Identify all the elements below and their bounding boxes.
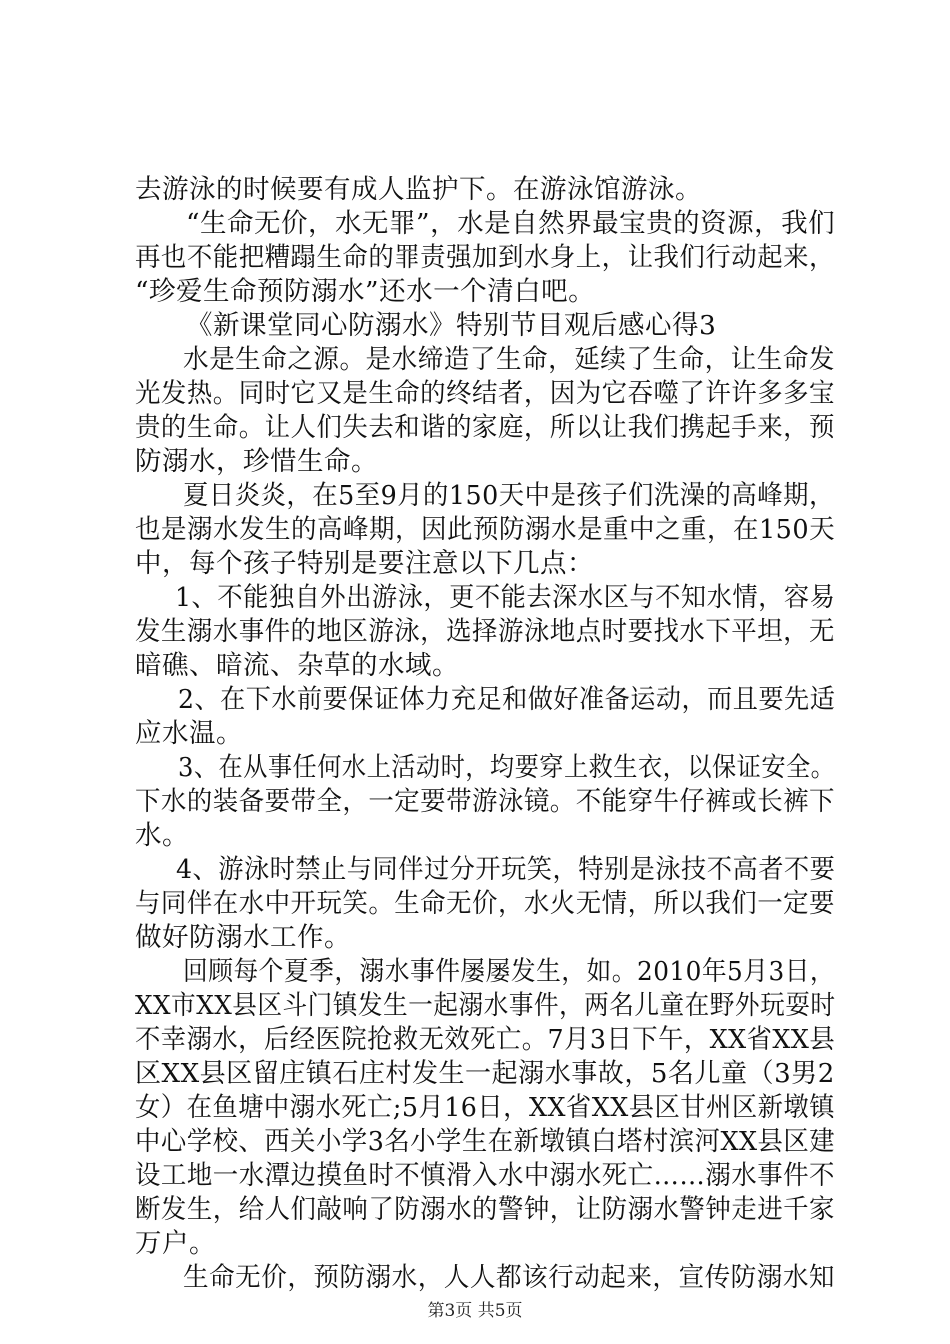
- list-item-line: 3、在从事任何水上活动时，均要穿上救生衣，以保证安全。: [178, 752, 836, 783]
- text-line: 应水温。: [135, 718, 243, 749]
- text-line: 不幸溺水，后经医院抢救无效死亡。7月3日下午，XX省XX县: [135, 1024, 836, 1055]
- text-line: 去游泳的时候要有成人监护下。在游泳馆游泳。: [135, 174, 702, 205]
- page-number-footer: 第3页 共5页: [427, 1301, 523, 1321]
- section-heading: 《新课堂同心防溺水》特别节目观后感心得3: [186, 310, 717, 341]
- text-line: 暗礁、暗流、杂草的水域。: [135, 650, 459, 681]
- text-line: 再也不能把糟蹋生命的罪责强加到水身上，让我们行动起来，: [135, 242, 835, 273]
- text-line: “生命无价，水无罪”，水是自然界最宝贵的资源，我们: [186, 208, 836, 239]
- text-line: 回顾每个夏季，溺水事件屡屡发生，如。2010年5月3日，: [183, 956, 836, 987]
- text-line: 水是生命之源。是水缔造了生命，延续了生命，让生命发: [183, 344, 835, 375]
- text-line: 防溺水，珍惜生命。: [135, 446, 378, 477]
- text-line: 发生溺水事件的地区游泳，选择游泳地点时要找水下平坦，无: [135, 616, 835, 647]
- text-line: 中，每个孩子特别是要注意以下几点：: [135, 548, 594, 579]
- list-item-line: 2、在下水前要保证体力充足和做好准备运动，而且要先适: [178, 684, 836, 715]
- text-line: 女）在鱼塘中溺水死亡;5月16日，XX省XX县区甘州区新墩镇: [135, 1092, 836, 1123]
- text-line: “珍爱生命预防溺水”还水一个清白吧。: [135, 276, 596, 307]
- text-line: 中心学校、西关小学3名小学生在新墩镇白塔村滨河XX县区建: [135, 1126, 836, 1157]
- list-item-line: 4、游泳时禁止与同伴过分开玩笑，特别是泳技不高者不要: [176, 854, 836, 885]
- text-line: 生命无价，预防溺水，人人都该行动起来，宣传防溺水知: [183, 1262, 835, 1293]
- text-line: 区XX县区留庄镇石庄村发生一起溺水事故，5名儿童（3男2: [135, 1058, 835, 1089]
- text-line: 万户。: [135, 1228, 216, 1259]
- text-line: 下水的装备要带全，一定要带游泳镜。不能穿牛仔裤或长裤下: [135, 786, 835, 817]
- text-line: 与同伴在水中开玩笑。生命无价，水火无情，所以我们一定要: [135, 888, 835, 919]
- list-item-line: 1、不能独自外出游泳，更不能去深水区与不知水情，容易: [175, 582, 836, 613]
- text-line: 也是溺水发生的高峰期，因此预防溺水是重中之重，在150天: [135, 514, 836, 545]
- text-line: 夏日炎炎，在5至9月的150天中是孩子们洗澡的高峰期，: [183, 480, 835, 511]
- text-line: XX市XX县区斗门镇发生一起溺水事件，两名儿童在野外玩耍时: [135, 990, 836, 1021]
- text-line: 光发热。同时它又是生命的终结者，因为它吞噬了许许多多宝: [135, 378, 835, 409]
- text-line: 贵的生命。让人们失去和谐的家庭，所以让我们携起手来，预: [135, 412, 835, 443]
- text-line: 断发生，给人们敲响了防溺水的警钟，让防溺水警钟走进千家: [135, 1194, 835, 1225]
- text-line: 做好防溺水工作。: [135, 922, 351, 953]
- text-line: 水。: [135, 820, 189, 851]
- text-line: 设工地一水潭边摸鱼时不慎滑入水中溺水死亡……溺水事件不: [135, 1160, 835, 1191]
